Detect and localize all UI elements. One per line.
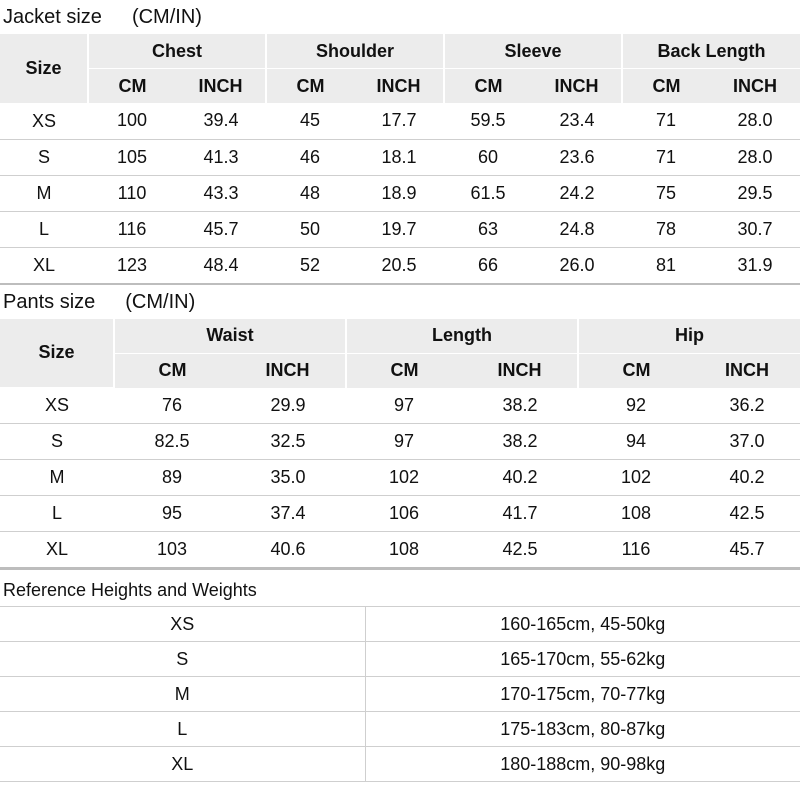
jacket-value-cell: 63 — [444, 211, 532, 247]
jacket-group-header: Chest — [88, 34, 266, 69]
pants-value-cell: 92 — [578, 388, 694, 424]
reference-size-cell: L — [0, 712, 365, 747]
jacket-sub-header: INCH — [176, 69, 266, 104]
jacket-value-cell: 20.5 — [354, 247, 444, 284]
pants-value-cell: 102 — [346, 460, 462, 496]
pants-value-cell: 102 — [578, 460, 694, 496]
jacket-value-cell: 100 — [88, 103, 176, 139]
pants-sub-header: CM — [114, 353, 230, 388]
pants-unit-label: (CM/IN) — [125, 290, 196, 313]
jacket-value-cell: 23.6 — [532, 139, 622, 175]
reference-row — [0, 642, 800, 677]
jacket-value-cell: 29.5 — [710, 175, 800, 211]
pants-value-cell: 29.9 — [230, 388, 346, 424]
jacket-value-cell: 48.4 — [176, 247, 266, 284]
reference-range-cell: 180-188cm, 90-98kg — [365, 747, 800, 782]
reference-size-cell: M — [0, 677, 365, 712]
jacket-value-cell: 41.3 — [176, 139, 266, 175]
jacket-value-cell: 105 — [88, 139, 176, 175]
pants-table-row — [0, 424, 800, 460]
jacket-value-cell: 66 — [444, 247, 532, 284]
reference-range-cell: 170-175cm, 70-77kg — [365, 677, 800, 712]
jacket-unit-label: (CM/IN) — [131, 6, 202, 28]
pants-value-cell: 103 — [114, 532, 230, 569]
jacket-table-row — [0, 139, 800, 175]
jacket-value-cell: 23.4 — [532, 103, 622, 139]
jacket-size-cell: S — [0, 139, 88, 175]
pants-size-header: Size — [0, 319, 114, 388]
pants-size-cell: L — [0, 496, 114, 532]
pants-value-cell: 37.0 — [694, 424, 800, 460]
jacket-value-cell: 123 — [88, 247, 176, 284]
jacket-size-cell: XL — [0, 247, 88, 284]
jacket-size-cell: XS — [0, 103, 88, 139]
jacket-value-cell: 45.7 — [176, 211, 266, 247]
jacket-sub-header: CM — [266, 69, 354, 104]
pants-size-table — [0, 319, 800, 570]
pants-value-cell: 37.4 — [230, 496, 346, 532]
jacket-section-title — [0, 0, 800, 34]
pants-value-cell: 42.5 — [462, 532, 578, 569]
jacket-sub-header: INCH — [532, 69, 622, 104]
reference-range-cell: 160-165cm, 45-50kg — [365, 607, 800, 642]
pants-value-cell: 106 — [346, 496, 462, 532]
reference-row — [0, 677, 800, 712]
reference-row — [0, 607, 800, 642]
jacket-value-cell: 48 — [266, 175, 354, 211]
pants-table-row — [0, 388, 800, 424]
jacket-value-cell: 19.7 — [354, 211, 444, 247]
pants-value-cell: 32.5 — [230, 424, 346, 460]
jacket-table-row — [0, 211, 800, 247]
jacket-group-header: Shoulder — [266, 34, 444, 69]
pants-value-cell: 97 — [346, 424, 462, 460]
jacket-value-cell: 61.5 — [444, 175, 532, 211]
pants-size-cell: M — [0, 460, 114, 496]
jacket-group-header: Back Length — [622, 34, 800, 69]
pants-value-cell: 95 — [114, 496, 230, 532]
pants-value-cell: 38.2 — [462, 388, 578, 424]
pants-group-header: Length — [346, 319, 578, 354]
pants-sub-header: INCH — [230, 353, 346, 388]
reference-row — [0, 747, 800, 782]
reference-range-cell: 175-183cm, 80-87kg — [365, 712, 800, 747]
pants-group-header: Hip — [578, 319, 800, 354]
pants-sub-header: CM — [578, 353, 694, 388]
jacket-value-cell: 46 — [266, 139, 354, 175]
jacket-value-cell: 71 — [622, 139, 710, 175]
pants-section-title — [0, 285, 800, 319]
pants-sub-header: CM — [346, 353, 462, 388]
jacket-value-cell: 24.8 — [532, 211, 622, 247]
pants-value-cell: 82.5 — [114, 424, 230, 460]
pants-value-cell: 89 — [114, 460, 230, 496]
jacket-value-cell: 71 — [622, 103, 710, 139]
pants-value-cell: 94 — [578, 424, 694, 460]
pants-value-cell: 97 — [346, 388, 462, 424]
pants-value-cell: 45.7 — [694, 532, 800, 569]
pants-value-cell: 40.6 — [230, 532, 346, 569]
jacket-value-cell: 116 — [88, 211, 176, 247]
pants-table-row — [0, 496, 800, 532]
jacket-sub-header: CM — [444, 69, 532, 104]
jacket-value-cell: 28.0 — [710, 139, 800, 175]
reference-table — [0, 606, 800, 782]
jacket-value-cell: 30.7 — [710, 211, 800, 247]
jacket-value-cell: 59.5 — [444, 103, 532, 139]
pants-value-cell: 108 — [578, 496, 694, 532]
pants-value-cell: 76 — [114, 388, 230, 424]
pants-value-cell: 42.5 — [694, 496, 800, 532]
jacket-value-cell: 78 — [622, 211, 710, 247]
jacket-value-cell: 43.3 — [176, 175, 266, 211]
jacket-size-cell: L — [0, 211, 88, 247]
jacket-value-cell: 24.2 — [532, 175, 622, 211]
jacket-title: Jacket size — [3, 6, 102, 28]
pants-value-cell: 108 — [346, 532, 462, 569]
pants-sub-header: INCH — [462, 353, 578, 388]
jacket-value-cell: 52 — [266, 247, 354, 284]
jacket-value-cell: 26.0 — [532, 247, 622, 284]
jacket-sub-header: INCH — [354, 69, 444, 104]
pants-value-cell: 116 — [578, 532, 694, 569]
jacket-table-row — [0, 247, 800, 284]
reference-row — [0, 712, 800, 747]
jacket-value-cell: 39.4 — [176, 103, 266, 139]
jacket-value-cell: 45 — [266, 103, 354, 139]
jacket-sub-header: INCH — [710, 69, 800, 104]
pants-value-cell: 35.0 — [230, 460, 346, 496]
jacket-sub-header: CM — [622, 69, 710, 104]
reference-size-cell: S — [0, 642, 365, 677]
jacket-size-table — [0, 34, 800, 285]
jacket-value-cell: 60 — [444, 139, 532, 175]
pants-size-cell: S — [0, 424, 114, 460]
reference-table-body — [0, 607, 800, 782]
jacket-value-cell: 50 — [266, 211, 354, 247]
pants-size-cell: XL — [0, 532, 114, 569]
jacket-value-cell: 18.1 — [354, 139, 444, 175]
jacket-table-body — [0, 103, 800, 284]
pants-value-cell: 36.2 — [694, 388, 800, 424]
jacket-value-cell: 18.9 — [354, 175, 444, 211]
jacket-value-cell: 81 — [622, 247, 710, 284]
jacket-size-header: Size — [0, 34, 88, 103]
pants-table-row — [0, 460, 800, 496]
pants-group-header: Waist — [114, 319, 346, 354]
jacket-value-cell: 28.0 — [710, 103, 800, 139]
pants-value-cell: 40.2 — [694, 460, 800, 496]
jacket-table-row — [0, 103, 800, 139]
pants-title: Pants size — [3, 290, 96, 313]
jacket-size-cell: M — [0, 175, 88, 211]
reference-size-cell: XS — [0, 607, 365, 642]
reference-range-cell: 165-170cm, 55-62kg — [365, 642, 800, 677]
reference-size-cell: XL — [0, 747, 365, 782]
pants-value-cell: 41.7 — [462, 496, 578, 532]
jacket-value-cell: 110 — [88, 175, 176, 211]
pants-value-cell: 40.2 — [462, 460, 578, 496]
pants-table-body — [0, 388, 800, 569]
jacket-value-cell: 31.9 — [710, 247, 800, 284]
jacket-sub-header: CM — [88, 69, 176, 104]
jacket-value-cell: 17.7 — [354, 103, 444, 139]
jacket-table-row — [0, 175, 800, 211]
pants-sub-header: INCH — [694, 353, 800, 388]
jacket-value-cell: 75 — [622, 175, 710, 211]
pants-value-cell: 38.2 — [462, 424, 578, 460]
jacket-group-header: Sleeve — [444, 34, 622, 69]
reference-title: Reference Heights and Weights — [0, 569, 800, 606]
pants-table-row — [0, 532, 800, 569]
pants-size-cell: XS — [0, 388, 114, 424]
